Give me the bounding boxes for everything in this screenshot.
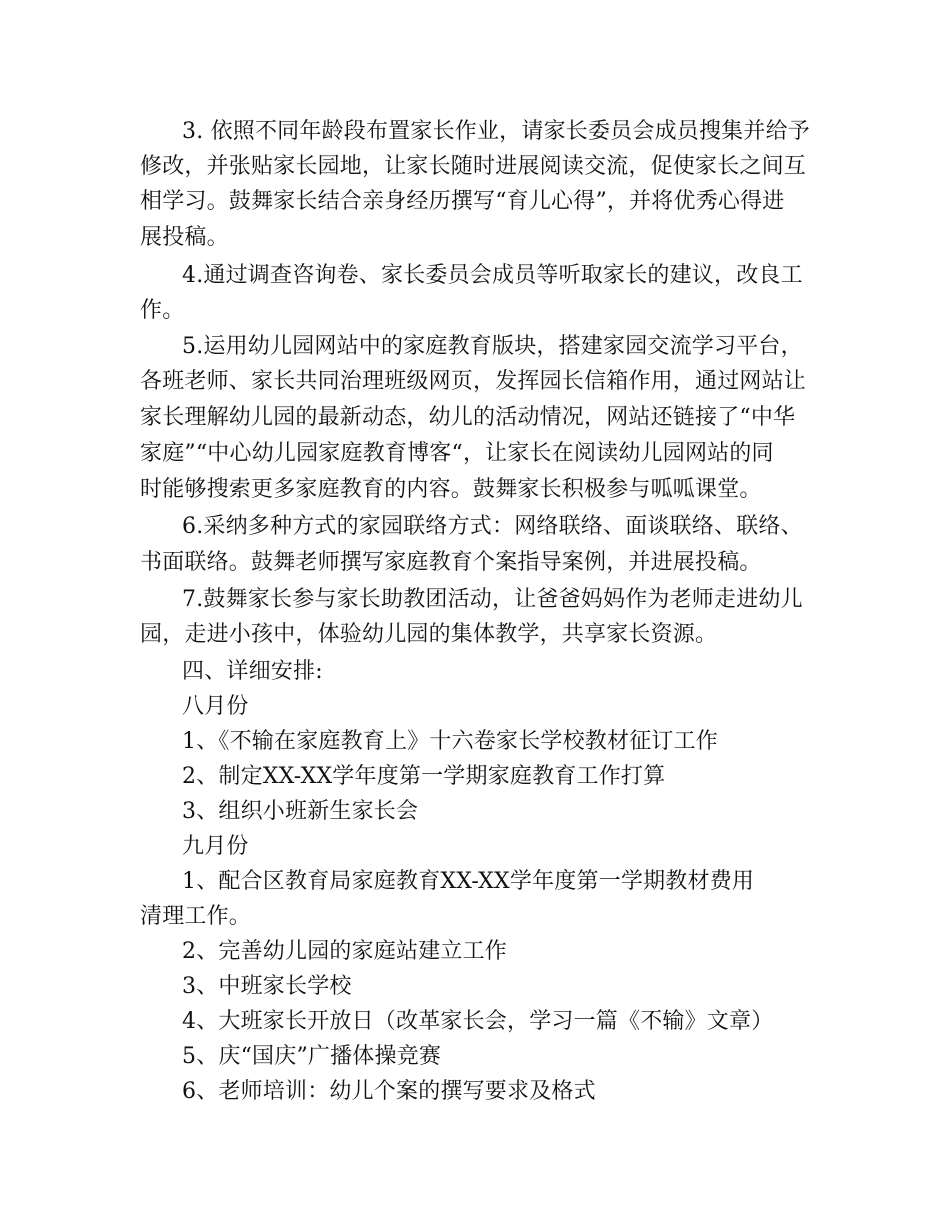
paragraph-line: 各班老师、家长共同治理班级网页，发挥园长信箱作用，通过网站让 xyxy=(140,369,807,394)
paragraph-line: 7.鼓舞家长参与家长助教团活动，让爸爸妈妈作为老师走进幼儿 xyxy=(182,587,803,612)
month-heading: 八月份 xyxy=(182,694,249,719)
month-heading: 九月份 xyxy=(182,834,249,859)
paragraph-line: 修改，并张贴家长园地，让家长随时进展阅读交流，促使家长之间互 xyxy=(140,154,807,179)
list-item: 1、《不输在家庭教育上》十六卷家长学校教材征订工作 xyxy=(182,729,718,754)
paragraph-line: 园，走进小孩中，体验幼儿园的集体教学，共享家长资源。 xyxy=(140,622,718,647)
paragraph-line: 作。 xyxy=(140,298,185,323)
paragraph-line: 4.通过调查咨询卷、家长委员会成员等听取家长的建议，改良工 xyxy=(182,263,803,288)
paragraph-line: 6.采纳多种方式的家园联络方式：网络联络、面谈联络、联络、 xyxy=(182,514,803,539)
section-heading: 四、详细安排: xyxy=(182,659,323,684)
list-item: 5、庆“国庆”广播体操竞赛 xyxy=(182,1044,442,1069)
list-item: 6、老师培训：幼儿个案的撰写要求及格式 xyxy=(182,1079,596,1104)
list-item: 2、制定XX-XX学年度第一学期家庭教育工作打算 xyxy=(182,764,666,789)
list-item-continuation: 清理工作。 xyxy=(140,904,252,929)
paragraph-line: 相学习。鼓舞家长结合亲身经历撰写“育儿心得”，并将优秀心得进 xyxy=(140,189,785,214)
paragraph-line: 家庭”“中心幼儿园家庭教育博客“，让家长在阅读幼儿园网站的同 xyxy=(140,441,774,466)
paragraph-line: 书面联络。鼓舞老师撰写家庭教育个案指导案例，并进展投稿。 xyxy=(140,550,762,575)
paragraph-line: 3. 依照不同年龄段布置家长作业，请家长委员会成员搜集并给予 xyxy=(182,119,810,144)
list-item: 3、中班家长学校 xyxy=(182,974,352,999)
paragraph-line: 5.运用幼儿园网站中的家庭教育版块，搭建家园交流学习平台， xyxy=(182,334,803,359)
paragraph-line: 家长理解幼儿园的最新动态，幼儿的活动情况，网站还链接了“中华 xyxy=(140,405,796,430)
list-item: 2、完善幼儿园的家庭站建立工作 xyxy=(182,939,507,964)
list-item: 4、大班家长开放日（改革家长会，学习一篇《不输》文章） xyxy=(182,1009,774,1034)
paragraph-line: 展投稿。 xyxy=(140,225,229,250)
list-item: 3、组织小班新生家长会 xyxy=(182,799,419,824)
list-item: 1、配合区教育局家庭教育XX-XX学年度第一学期教材费用 xyxy=(182,869,755,894)
paragraph-line: 时能够搜索更多家庭教育的内容。鼓舞家长积极参与呱呱课堂。 xyxy=(140,477,762,502)
